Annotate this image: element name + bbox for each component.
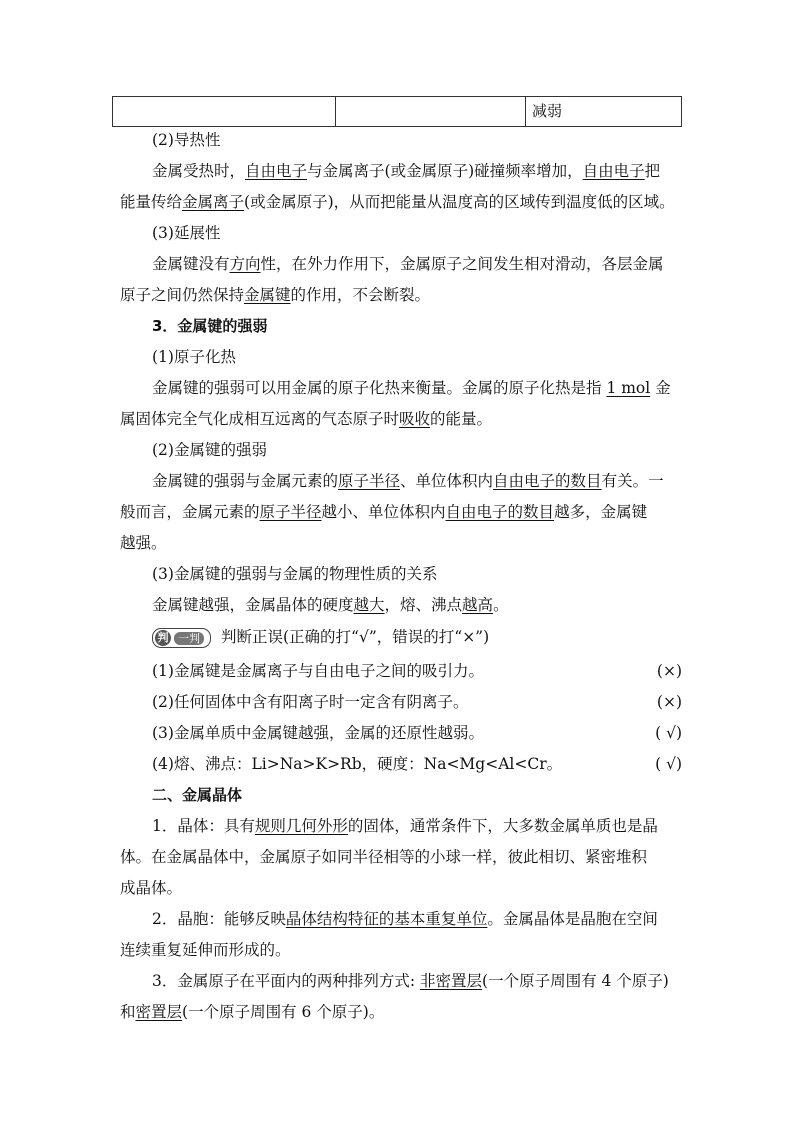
judge-mark: ( √) [655, 724, 682, 742]
paragraph-line: 金属键的强弱与金属元素的原子半径、单位体积内自由电子的数目有关。一 [152, 472, 664, 490]
judge-mark: ( √) [655, 755, 682, 773]
judge-item: (2)任何固体中含有阳离子时一定含有阴离子。 (×) [152, 693, 682, 711]
paragraph-line: 越强。 [120, 534, 167, 552]
judge-item: (3)金属单质中金属键越强，金属的还原性越弱。 ( √) [152, 724, 682, 742]
heading-thermal-conductivity: (2)导热性 [152, 131, 221, 149]
section-heading: 3．金属键的强弱 [152, 317, 268, 335]
paragraph-line: 2．晶胞：能够反映晶体结构特征的基本重复单位。金属晶体是晶胞在空间 [152, 910, 658, 928]
judge-item: (4)熔、沸点：Li>Na>K>Rb，硬度：Na<Mg<Al<Cr。 ( √) [152, 755, 682, 773]
table-cell [113, 97, 336, 126]
paragraph-line: 属固体完全气化成相互远离的气态原子时吸收的能量。 [120, 410, 493, 428]
part-heading: 二、金属晶体 [152, 786, 243, 804]
subheading: (3)金属键的强弱与金属的物理性质的关系 [152, 565, 438, 583]
heading-ductility: (3)延展性 [152, 224, 221, 242]
paragraph-line: 体。在金属晶体中，金属原子如同半径相等的小球一样，彼此相切、紧密堆积 [120, 848, 648, 866]
judge-mark: (×) [656, 662, 682, 680]
table-cell: 减弱 [532, 102, 563, 120]
paragraph-line: 连续重复延伸而形成的。 [120, 941, 291, 959]
subheading: (1)原子化热 [152, 348, 236, 366]
judge-instruction-line [152, 627, 712, 648]
paragraph-line: 金属键的强弱可以用金属的原子化热来衡量。金属的原子化热是指 1 mol 金 [152, 379, 671, 397]
table-cell [336, 97, 526, 126]
judge-badge: 判 一判 [152, 628, 211, 648]
paragraph-line: 金属受热时，自由电子与金属离子(或金属原子)碰撞频率增加，自由电子把 [152, 162, 661, 180]
paragraph-line: 金属键越强，金属晶体的硬度越大，熔、沸点越高。 [152, 596, 509, 614]
table-fragment [112, 96, 682, 127]
paragraph-line: 3．金属原子在平面内的两种排列方式: 非密置层(一个原子周围有 4 个原子) [152, 972, 669, 990]
paragraph-line: 能量传给金属离子(或金属原子)，从而把能量从温度高的区域传到温度低的区域。 [120, 193, 675, 211]
subheading: (2)金属键的强弱 [152, 441, 267, 459]
paragraph-line: 1．晶体：具有规则几何外形的固体，通常条件下，大多数金属单质也是晶 [152, 817, 658, 835]
paragraph-line: 和密置层(一个原子周围有 6 个原子)。 [120, 1003, 385, 1021]
paragraph-line: 原子之间仍然保持金属键的作用，不会断裂。 [120, 286, 431, 304]
paragraph-line: 成晶体。 [120, 879, 183, 897]
judge-item: (1)金属键是金属离子与自由电子之间的吸引力。 (×) [152, 662, 682, 680]
paragraph-line: 般而言，金属元素的原子半径越小、单位体积内自由电子的数目越多，金属键 [120, 503, 648, 521]
judge-instruction: 判断正误(正确的打“√”，错误的打“×”) [221, 628, 490, 646]
paragraph-line: 金属键没有方向性，在外力作用下，金属原子之间发生相对滑动，各层金属 [152, 255, 664, 273]
judge-mark: (×) [656, 693, 682, 711]
